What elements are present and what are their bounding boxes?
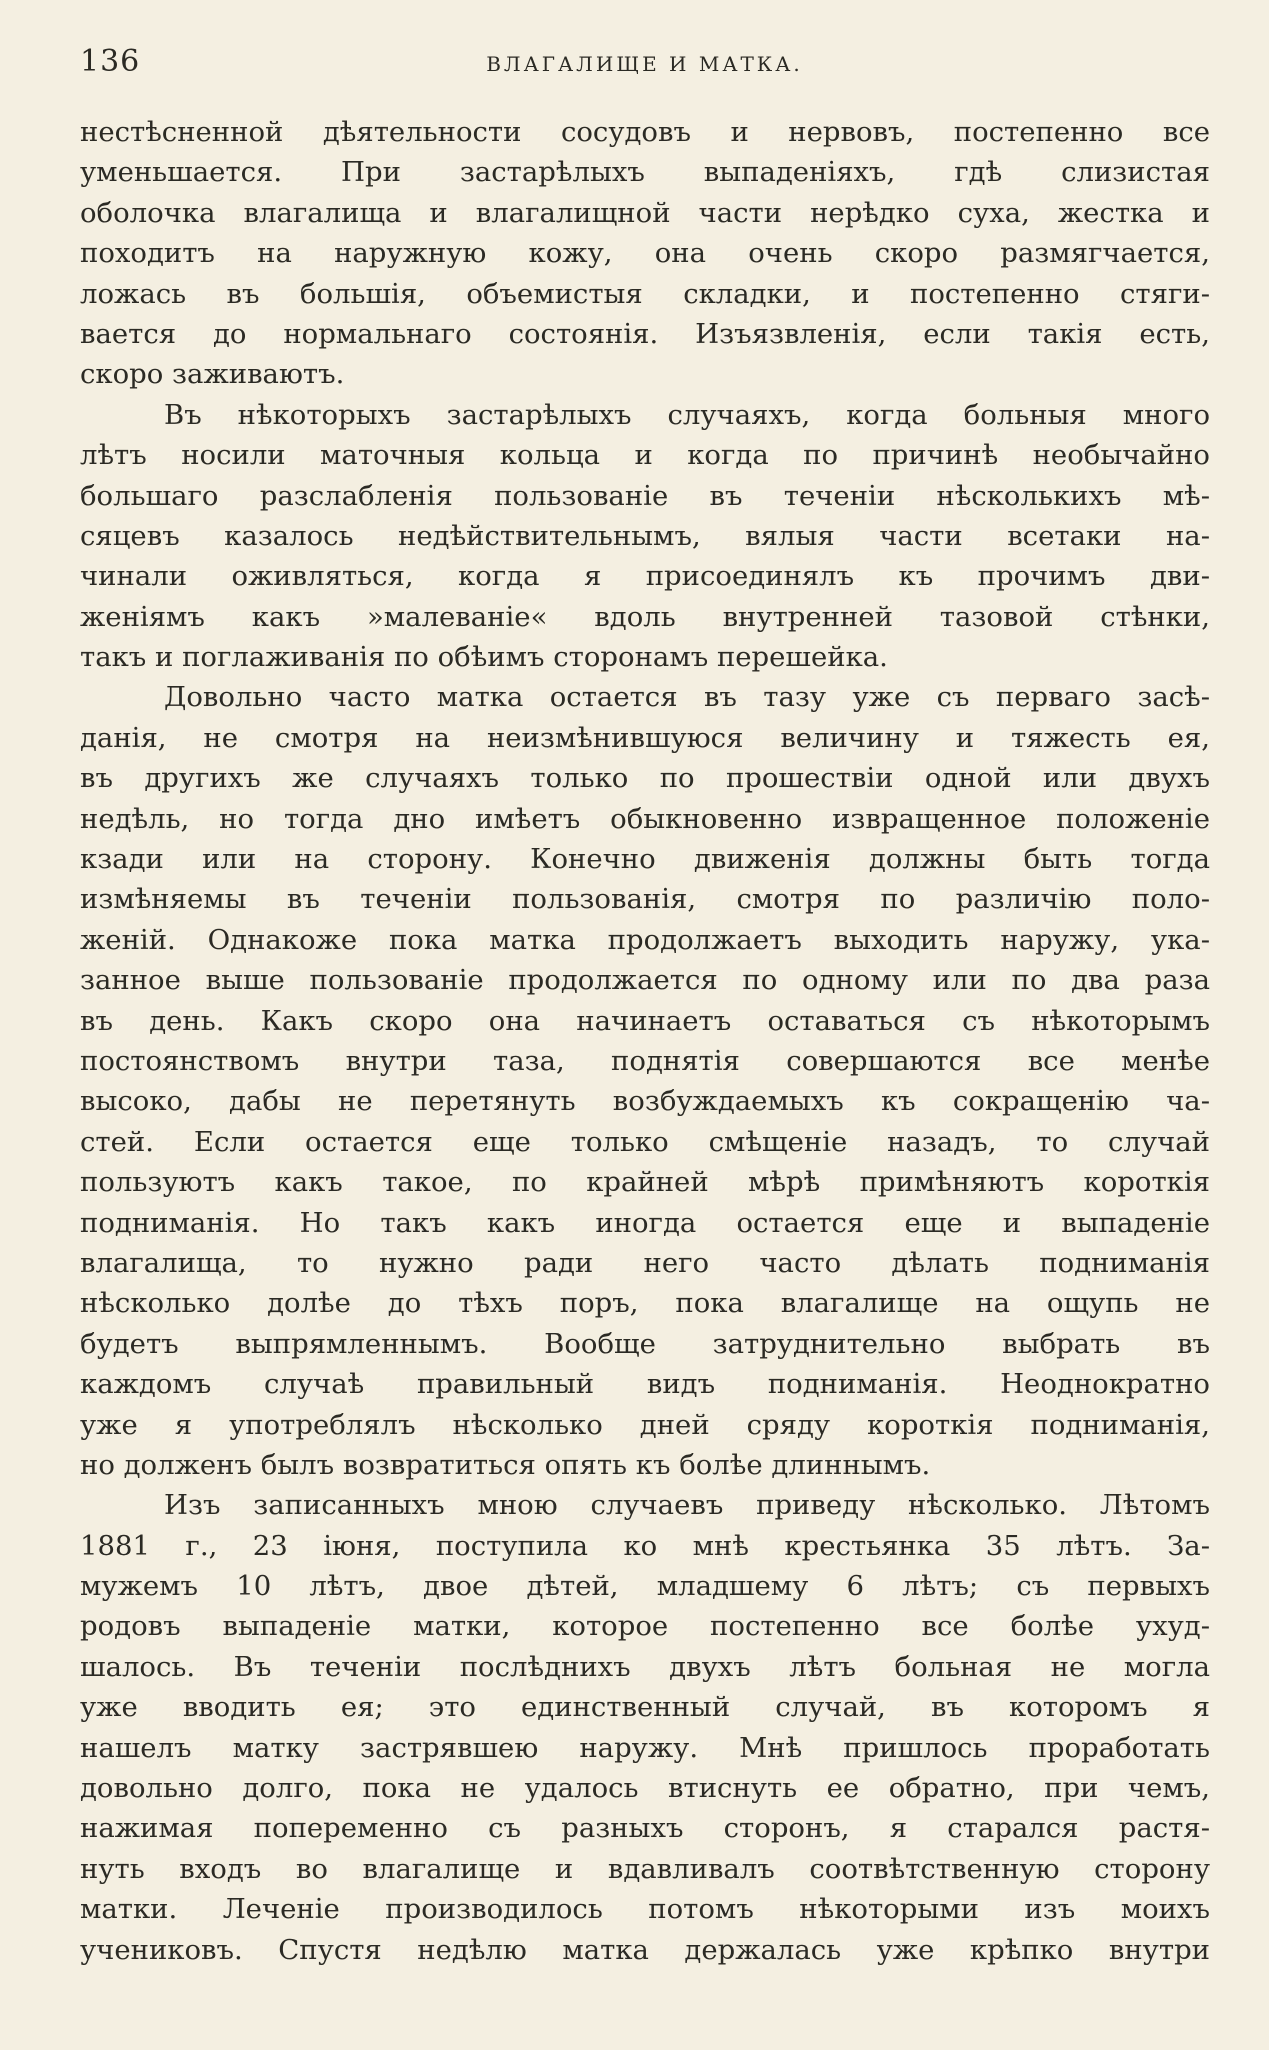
text-line: ложась въ большія, объемистыя складки, и постепенно стяги- xyxy=(80,277,1210,310)
text-line: мужемъ 10 лѣтъ, двое дѣтей, младшему 6 лѣтъ; съ первыхъ xyxy=(80,1570,1210,1603)
text-line: чинали оживляться, когда я присоединялъ къ прочимъ дви- xyxy=(80,560,1210,593)
text-line: стей. Если остается еще только смѣщеніе назадъ, то случай xyxy=(80,1125,1210,1158)
body-text xyxy=(80,112,1210,1970)
text-line: постоянствомъ внутри таза, поднятія совершаются все менѣе xyxy=(80,1044,1210,1077)
text-line: подниманія. Но такъ какъ иногда остается еще и выпаденіе xyxy=(80,1206,1210,1239)
running-title: ВЛАГАЛИЩЕ И МАТКА. xyxy=(486,52,803,76)
text-line: каждомъ случаѣ правильный видъ подниманія. Неоднократно xyxy=(80,1368,1210,1401)
text-line: недѣль, но тогда дно имѣетъ обыкновенно извращенное положеніе xyxy=(80,802,1210,835)
text-line: 1881 г., 23 іюня, поступила ко мнѣ крестьянка 35 лѣтъ. За- xyxy=(80,1529,1210,1562)
text-line: родовъ выпаденіе матки, которое постепенно все болѣе ухуд- xyxy=(80,1610,1210,1643)
text-line: занное выше пользованіе продолжается по одному или по два раза xyxy=(80,964,1210,997)
text-line: нуть входъ во влагалище и вдавливалъ соотвѣтственную сторону xyxy=(80,1852,1210,1885)
text-line: измѣняемы въ теченіи пользованія, смотря по различію поло- xyxy=(80,883,1210,916)
text-line: женіямъ какъ »малеваніе« вдоль внутренней тазовой стѣнки, xyxy=(80,600,1210,633)
text-line: въ другихъ же случаяхъ только по прошествіи одной или двухъ xyxy=(80,762,1210,795)
text-line: женій. Однакоже пока матка продолжаетъ выходить наружу, ука- xyxy=(80,923,1210,956)
text-line: большаго разслабленія пользованіе въ теченіи нѣсколькихъ мѣ- xyxy=(80,479,1210,512)
text-line: лѣтъ носили маточныя кольца и когда по причинѣ необычайно xyxy=(80,439,1210,472)
text-line: довольно долго, пока не удалось втиснуть ее обратно, при чемъ, xyxy=(80,1772,1210,1805)
text-line: въ день. Какъ скоро она начинаетъ оставаться съ нѣкоторымъ xyxy=(80,1004,1210,1037)
page-number: 136 xyxy=(80,44,141,79)
text-line: нестѣсненной дѣятельности сосудовъ и нервовъ, постепенно все xyxy=(80,116,1210,148)
text-line: оболочка влагалища и влагалищной части нерѣдко суха, жестка и xyxy=(80,196,1210,229)
text-line: влагалища, то нужно ради него часто дѣлать подниманія xyxy=(80,1246,1210,1279)
text-line: данія, не смотря на неизмѣнившуюся величину и тяжесть ея, xyxy=(80,721,1210,754)
text-line: уже я употреблялъ нѣсколько дней сряду короткія подниманія, xyxy=(80,1408,1210,1441)
text-line: походитъ на наружную кожу, она очень скоро размягчается, xyxy=(80,237,1210,270)
text-line: учениковъ. Спустя недѣлю матка держалась уже крѣпко внутри xyxy=(80,1933,1210,1966)
text-line: пользуютъ какъ такое, по крайней мѣрѣ примѣняютъ короткія xyxy=(80,1166,1210,1199)
text-line: скоро заживаютъ. xyxy=(80,358,345,391)
text-line: кзади или на сторону. Конечно движенія должны быть тогда xyxy=(80,843,1210,876)
text-line: Изъ записанныхъ мною случаевъ приведу нѣсколько. Лѣтомъ xyxy=(164,1489,1210,1522)
text-line: вается до нормальнаго состоянія. Изъязвленія, если такія есть, xyxy=(80,317,1210,350)
text-line: сяцевъ казалось недѣйствительнымъ, вялыя части всетаки на- xyxy=(80,519,1210,552)
text-line: нажимая попеременно съ разныхъ сторонъ, я старался растя- xyxy=(80,1812,1210,1845)
text-line: нѣсколько долѣе до тѣхъ поръ, пока влагалище на ощупь не xyxy=(80,1287,1210,1320)
text-line: Довольно часто матка остается въ тазу уже съ перваго засѣ- xyxy=(164,681,1210,714)
text-line: уже вводить ея; это единственный случай, въ которомъ я xyxy=(80,1691,1210,1724)
text-line: матки. Леченіе производилось потомъ нѣкоторыми изъ моихъ xyxy=(80,1893,1210,1926)
running-header xyxy=(80,44,1209,84)
text-line: Въ нѣкоторыхъ застарѣлыхъ случаяхъ, когда больныя много xyxy=(164,398,1210,431)
text-line: уменьшается. При застарѣлыхъ выпаденіяхъ, гдѣ слизистая xyxy=(80,156,1210,189)
text-line: но долженъ былъ возвратиться опять къ болѣе длиннымъ. xyxy=(80,1448,931,1481)
text-line: нашелъ матку застрявшею наружу. Мнѣ пришлось проработать xyxy=(80,1731,1210,1764)
text-line: такъ и поглаживанія по обѣимъ сторонамъ перешейка. xyxy=(80,641,888,674)
text-line: будетъ выпрямленнымъ. Вообще затруднительно выбрать въ xyxy=(80,1327,1210,1360)
text-line: шалось. Въ теченіи послѣднихъ двухъ лѣтъ больная не могла xyxy=(80,1650,1210,1683)
text-line: высоко, дабы не перетянуть возбуждаемыхъ къ сокращенію ча- xyxy=(80,1085,1210,1118)
